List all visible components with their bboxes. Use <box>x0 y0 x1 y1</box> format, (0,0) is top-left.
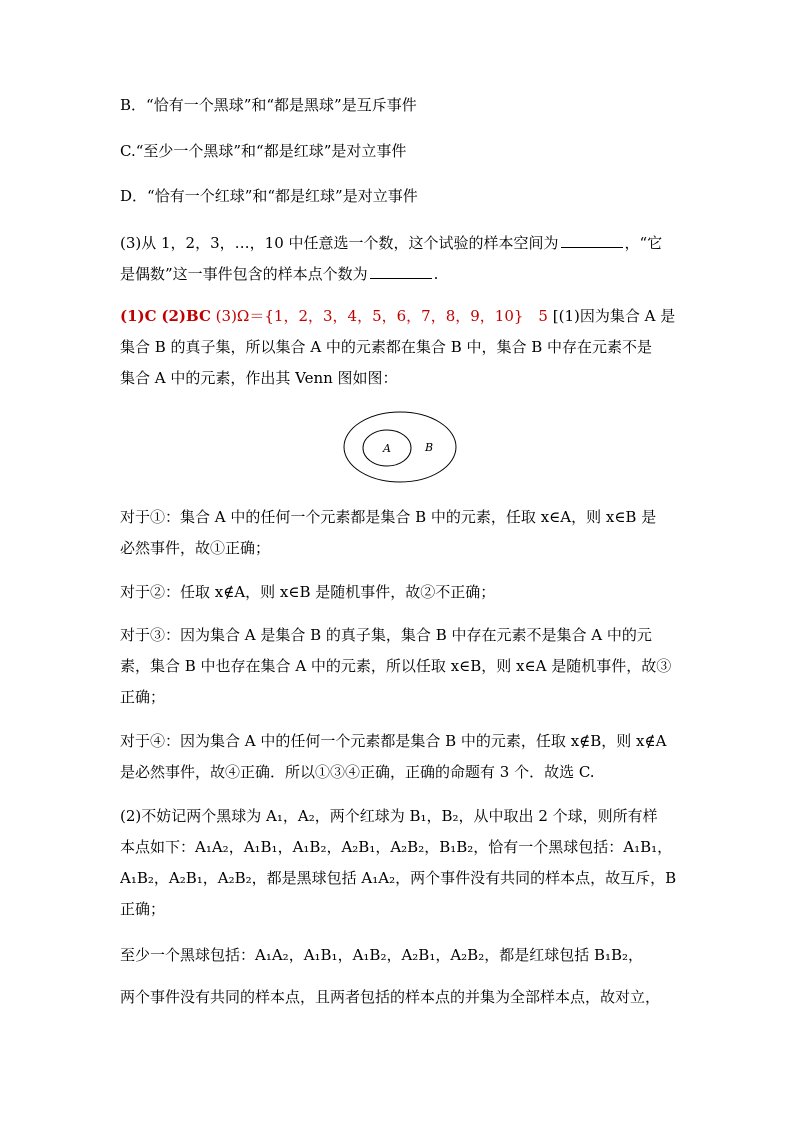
option-c <box>120 136 676 167</box>
paragraph-7 <box>120 982 676 1013</box>
set-b-ellipse <box>344 412 456 482</box>
p1-line-1: 对于①：集合 A 中的任何一个元素都是集合 B 中的元素，任取 x∈A，则 x∈B 是 <box>120 508 657 526</box>
question-3-line-2 <box>120 259 676 290</box>
option-d-text: D．“恰有一个红球”和“都是红球”是对立事件 <box>120 187 418 205</box>
option-b <box>120 90 676 121</box>
p5-line-1: (2)不妨记两个黑球为 A₁，A₂，两个红球为 B₁，B₂，从中取出 2 个球，则所有样 <box>120 807 658 825</box>
paragraph-6 <box>120 940 676 971</box>
option-c-text: C.“至少一个黑球”和“都是红球”是对立事件 <box>120 142 407 160</box>
option-b-text: B．“恰有一个黑球”和“都是黑球”是互斥事件 <box>120 96 417 114</box>
q3-text-4: . <box>433 265 439 283</box>
p1-line-2: 必然事件，故①正确； <box>120 539 271 557</box>
paragraph-4 <box>120 726 676 788</box>
question-3 <box>120 228 676 290</box>
answer-line-3: 集合 A 中的元素，作出其 Venn 图如图： <box>120 369 398 387</box>
paragraph-1 <box>120 502 676 564</box>
option-d <box>120 181 676 212</box>
question-3-line-1 <box>120 228 676 259</box>
answer-line-2: 集合 B 的真子集，所以集合 A 中的元素都在集合 B 中，集合 B 中存在元素不是 <box>120 338 653 356</box>
explanation-start: [(1)因为集合 A 是 <box>552 307 676 325</box>
answer-section <box>120 301 676 394</box>
p4-line-2: 是必然事件，故④正确．所以①③④正确，正确的命题有 3 个．故选 C. <box>120 763 595 781</box>
q3-text-2: ，“它 <box>624 234 663 252</box>
p7-line-1: 两个事件没有共同的样本点，且两者包括的样本点的并集为全部样本点，故对立， <box>120 988 661 1006</box>
p3-line-2: 素，集合 B 中也存在集合 A 中的元素，所以任取 x∈B，则 x∈A 是随机事件，故③ <box>120 657 672 675</box>
answer-blank-1 <box>561 246 623 248</box>
answer-3: (3)Ω＝{1，2，3，4，5，6，7，8，9，10} 5 <box>215 307 548 325</box>
venn-diagram <box>340 408 460 486</box>
answer-line-1 <box>120 301 676 332</box>
p5-line-4: 正确； <box>120 900 166 918</box>
answer-1: (1)C <box>120 307 157 325</box>
p5-line-2: 本点如下：A₁A₂，A₁B₁，A₁B₂，A₂B₁，A₂B₂，B₁B₂，恰有一个黑球包括：A₁B₁， <box>120 838 673 856</box>
paragraph-2 <box>120 577 676 608</box>
p4-line-1: 对于④：因为集合 A 中的任何一个元素都是集合 B 中的元素，任取 x∉B，则 x∉A <box>120 732 667 750</box>
set-a-label: A <box>383 442 391 455</box>
paragraph-5 <box>120 801 676 925</box>
set-b-label: B <box>425 441 434 454</box>
answer-blank-2 <box>370 277 432 279</box>
p2-line-1: 对于②：任取 x∉A，则 x∈B 是随机事件，故②不正确； <box>120 583 496 601</box>
p3-line-1: 对于③：因为集合 A 是集合 B 的真子集，集合 B 中存在元素不是集合 A 中的元 <box>120 626 652 644</box>
p5-line-3: A₁B₂，A₂B₁，A₂B₂，都是黑球包括 A₁A₂，两个事件没有共同的样本点，故互斥，B <box>120 869 676 887</box>
q3-text-1: (3)从 1，2，3，…，10 中任意选一个数，这个试验的样本空间为 <box>120 234 559 252</box>
q3-text-3: 是偶数”这一事件包含的样本点个数为 <box>120 265 368 283</box>
p3-line-3: 正确； <box>120 688 166 706</box>
p6-line-1: 至少一个黑球包括：A₁A₂，A₁B₁，A₁B₂，A₂B₁，A₂B₂，都是红球包括 B₁B₂， <box>120 946 644 964</box>
paragraph-3 <box>120 620 676 713</box>
answer-2: (2)BC <box>161 307 211 325</box>
